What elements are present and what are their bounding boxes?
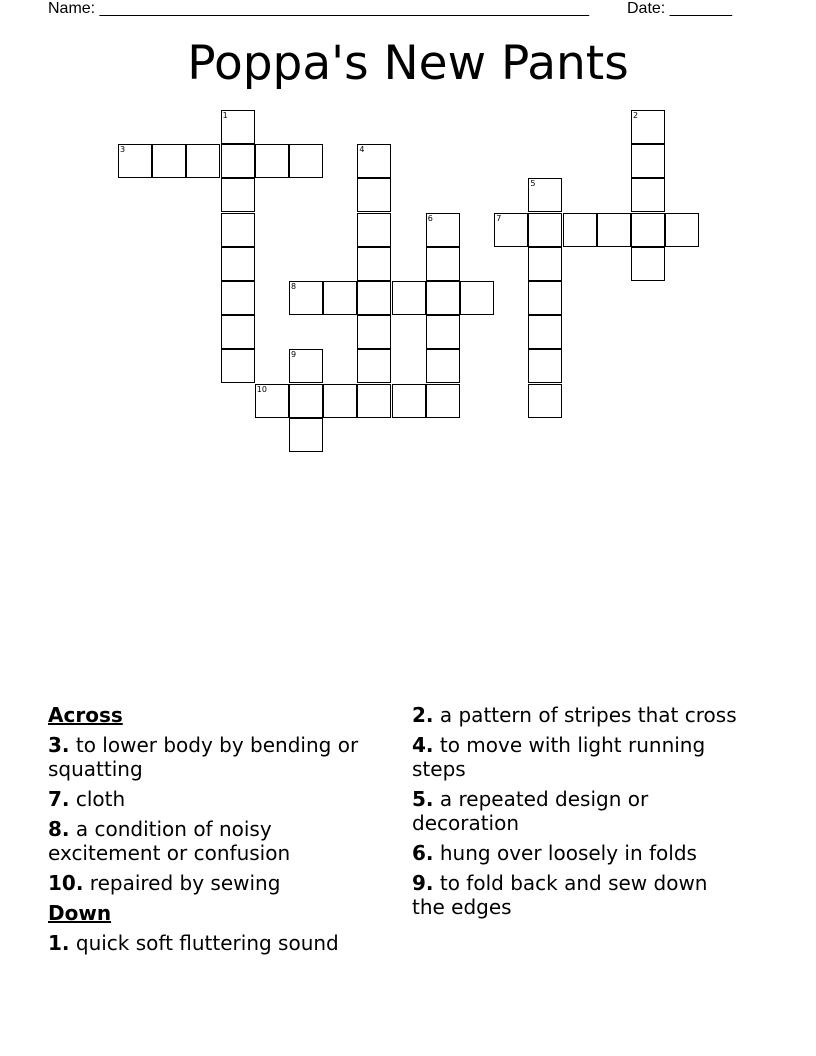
date-field-label: Date: _______ [627,0,732,17]
grid-cell[interactable] [426,213,460,247]
grid-cell[interactable] [631,144,665,178]
clue-item-text: to lower body by bending or squatting [48,733,359,781]
grid-cell[interactable] [289,384,323,418]
down-clue-list-left [48,931,378,955]
clue-item [48,817,378,865]
grid-cell[interactable] [528,349,562,383]
clue-number: 5 [530,179,536,189]
clue-item [412,703,742,727]
grid-cell[interactable] [563,213,597,247]
clue-item-text: repaired by sewing [83,871,281,895]
across-clue-list [48,733,378,895]
across-heading: Across [48,703,123,727]
clues-right-column [412,703,742,925]
down-heading: Down [48,901,112,925]
grid-cell[interactable] [221,281,255,315]
clue-item-number: 2. [412,703,434,727]
grid-cell[interactable] [528,247,562,281]
clue-item-number: 4. [412,733,434,757]
clue-number: 4 [359,145,365,155]
clue-number: 3 [120,145,126,155]
grid-cell[interactable] [528,213,562,247]
grid-cell[interactable] [118,144,152,178]
clue-item [48,787,378,811]
clue-item [412,841,742,865]
grid-cell[interactable] [357,144,391,178]
clue-item-text: quick soft fluttering sound [69,931,339,955]
clue-item-text: a repeated design or decoration [412,787,649,835]
grid-cell[interactable] [289,418,323,452]
clue-number: 10 [256,384,267,394]
grid-cell[interactable] [357,213,391,247]
grid-cell[interactable] [289,349,323,383]
clue-item-text: to fold back and sew down the edges [412,871,708,919]
grid-cell[interactable] [221,178,255,212]
grid-cell[interactable] [357,315,391,349]
grid-cell[interactable] [152,144,186,178]
clue-item-number: 3. [48,733,70,757]
grid-cell[interactable] [631,247,665,281]
clue-item-text: to move with light running steps [412,733,706,781]
grid-cell[interactable] [289,281,323,315]
grid-cell[interactable] [392,384,426,418]
clue-item [48,733,378,781]
grid-cell[interactable] [357,178,391,212]
clue-number: 8 [291,282,297,291]
grid-cell[interactable] [221,213,255,247]
grid-cell[interactable] [357,349,391,383]
clue-item-number: 9. [412,871,434,895]
grid-cell[interactable] [392,281,426,315]
clue-item-number: 5. [412,787,434,811]
clue-number: 1 [222,111,228,120]
clue-item-number: 8. [48,817,70,841]
grid-cell[interactable] [426,349,460,383]
page-title: Poppa's New Pants [187,36,629,91]
grid-cell[interactable] [221,315,255,349]
clue-item-number: 7. [48,787,70,811]
clue-item-text: a pattern of stripes that cross [433,703,737,727]
grid-cell[interactable] [494,213,528,247]
clue-number: 7 [496,213,502,223]
grid-cell[interactable] [221,110,255,144]
grid-cell[interactable] [426,281,460,315]
grid-cell[interactable] [528,281,562,315]
grid-cell[interactable] [665,213,699,247]
grid-cell[interactable] [426,384,460,418]
grid-cell[interactable] [323,384,357,418]
grid-cell[interactable] [221,349,255,383]
grid-cell[interactable] [357,281,391,315]
clue-item-text: cloth [69,787,126,811]
grid-cell[interactable] [631,213,665,247]
clue-item [48,871,378,895]
clue-item [412,871,742,919]
name-field-label: Name: _______________________________________________________ [48,0,589,17]
clue-item [412,733,742,781]
grid-cell[interactable] [357,384,391,418]
grid-cell[interactable] [186,144,220,178]
grid-cell[interactable] [597,213,631,247]
clue-item-text: a condition of noisy excitement or confusion [48,817,291,865]
grid-cell[interactable] [357,247,391,281]
grid-cell[interactable] [528,315,562,349]
clue-item-text: hung over loosely in folds [433,841,697,865]
grid-cell[interactable] [221,144,255,178]
crossword-grid [0,0,816,470]
clues-left-column [48,703,378,961]
grid-cell[interactable] [631,178,665,212]
grid-cell[interactable] [323,281,357,315]
down-clue-list-right [412,703,742,919]
clue-item [412,787,742,835]
grid-cell[interactable] [631,110,665,144]
grid-cell[interactable] [255,384,289,418]
grid-cell[interactable] [426,315,460,349]
grid-cell[interactable] [221,247,255,281]
grid-cell[interactable] [528,178,562,212]
grid-cell[interactable] [426,247,460,281]
clue-item-number: 10. [48,871,84,895]
grid-cell[interactable] [460,281,494,315]
clue-item [48,931,378,955]
clue-number: 2 [633,111,639,120]
grid-cell[interactable] [528,384,562,418]
grid-cell[interactable] [255,144,289,178]
grid-cell[interactable] [289,144,323,178]
clue-item-number: 6. [412,841,434,865]
clue-item-number: 1. [48,931,70,955]
clue-number: 6 [427,213,433,223]
clue-number: 9 [291,350,297,360]
